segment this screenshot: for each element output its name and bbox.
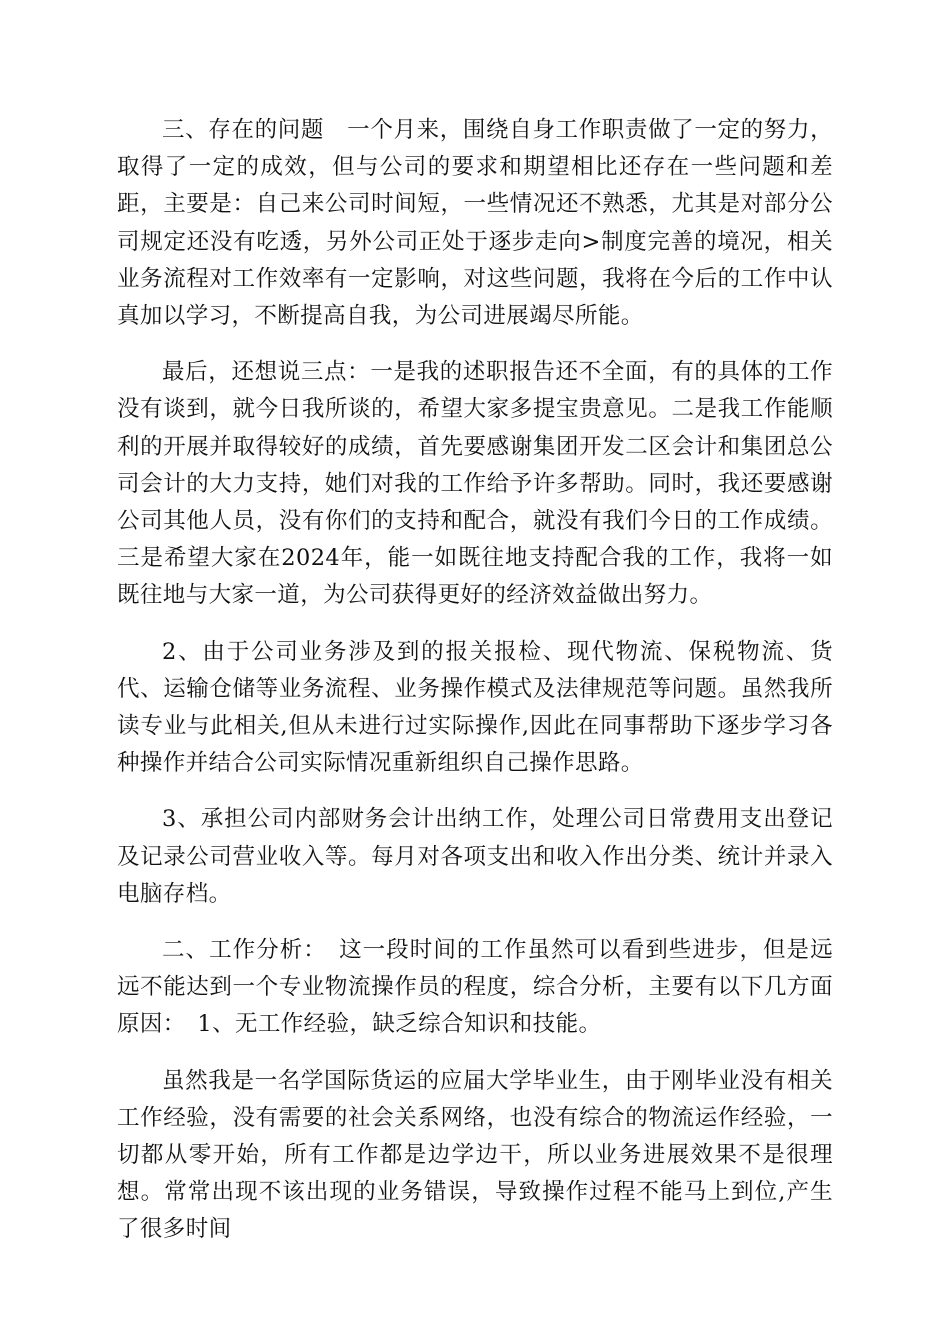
paragraph-work-analysis: 二、工作分析： 这一段时间的工作虽然可以看到些进步，但是远远不能达到一个专业物流操作员的程度，综合分析，主要有以下几方面原因： 1、无工作经验，缺乏综合知识和技能。: [117, 937, 833, 1038]
document-body: [117, 112, 833, 1268]
paragraph-closing-remarks: 最后，还想说三点：一是我的述职报告还不全面，有的具体的工作没有谈到，就今日我所谈的，希望大家多提宝贵意见。二是我工作能顺利的开展并取得较好的成绩，首先要感谢集团开发二区会计和集团总公司会计的大力支持，她们对我的工作给予许多帮助。同时，我还要感谢公司其他人员，没有你们的支持和配合，就没有我们今日的工作成绩。三是希望大家在2024年，能一如既往地支持配合我的工作，我将一如既往地与大家一道，为公司获得更好的经济效益做出努力。: [117, 359, 833, 609]
paragraph-item-2-business-scope: 2、由于公司业务涉及到的报关报检、现代物流、保税物流、货代、运输仓储等业务流程、业务操作模式及法律规范等问题。虽然我所读专业与此相关,但从未进行过实际操作,因此在同事帮助下逐步学习各种操作并结合公司实际情况重新组织自己操作思路。: [117, 638, 833, 777]
paragraph-graduate-experience: 虽然我是一名学国际货运的应届大学毕业生，由于刚毕业没有相关工作经验，没有需要的社会关系网络，也没有综合的物流运作经验，一切都从零开始，所有工作都是边学边干，所以业务进展效果不是很理想。常常出现不该出现的业务错误，导致操作过程不能马上到位,产生了很多时间: [117, 1067, 833, 1243]
paragraph-existing-problems: 三、存在的问题 一个月来，围绕自身工作职责做了一定的努力，取得了一定的成效，但与公司的要求和期望相比还存在一些问题和差距，主要是：自己来公司时间短，一些情况还不熟悉，尤其是对部分公司规定还没有吃透，另外公司正处于逐步走向>制度完善的境况，相关业务流程对工作效率有一定影响，对这些问题，我将在今后的工作中认真加以学习，不断提高自我，为公司进展竭尽所能。: [117, 117, 833, 330]
paragraph-item-3-finance-duties: 3、承担公司内部财务会计出纳工作，处理公司日常费用支出登记及记录公司营业收入等。每月对各项支出和收入作出分类、统计并录入电脑存档。: [117, 806, 833, 907]
